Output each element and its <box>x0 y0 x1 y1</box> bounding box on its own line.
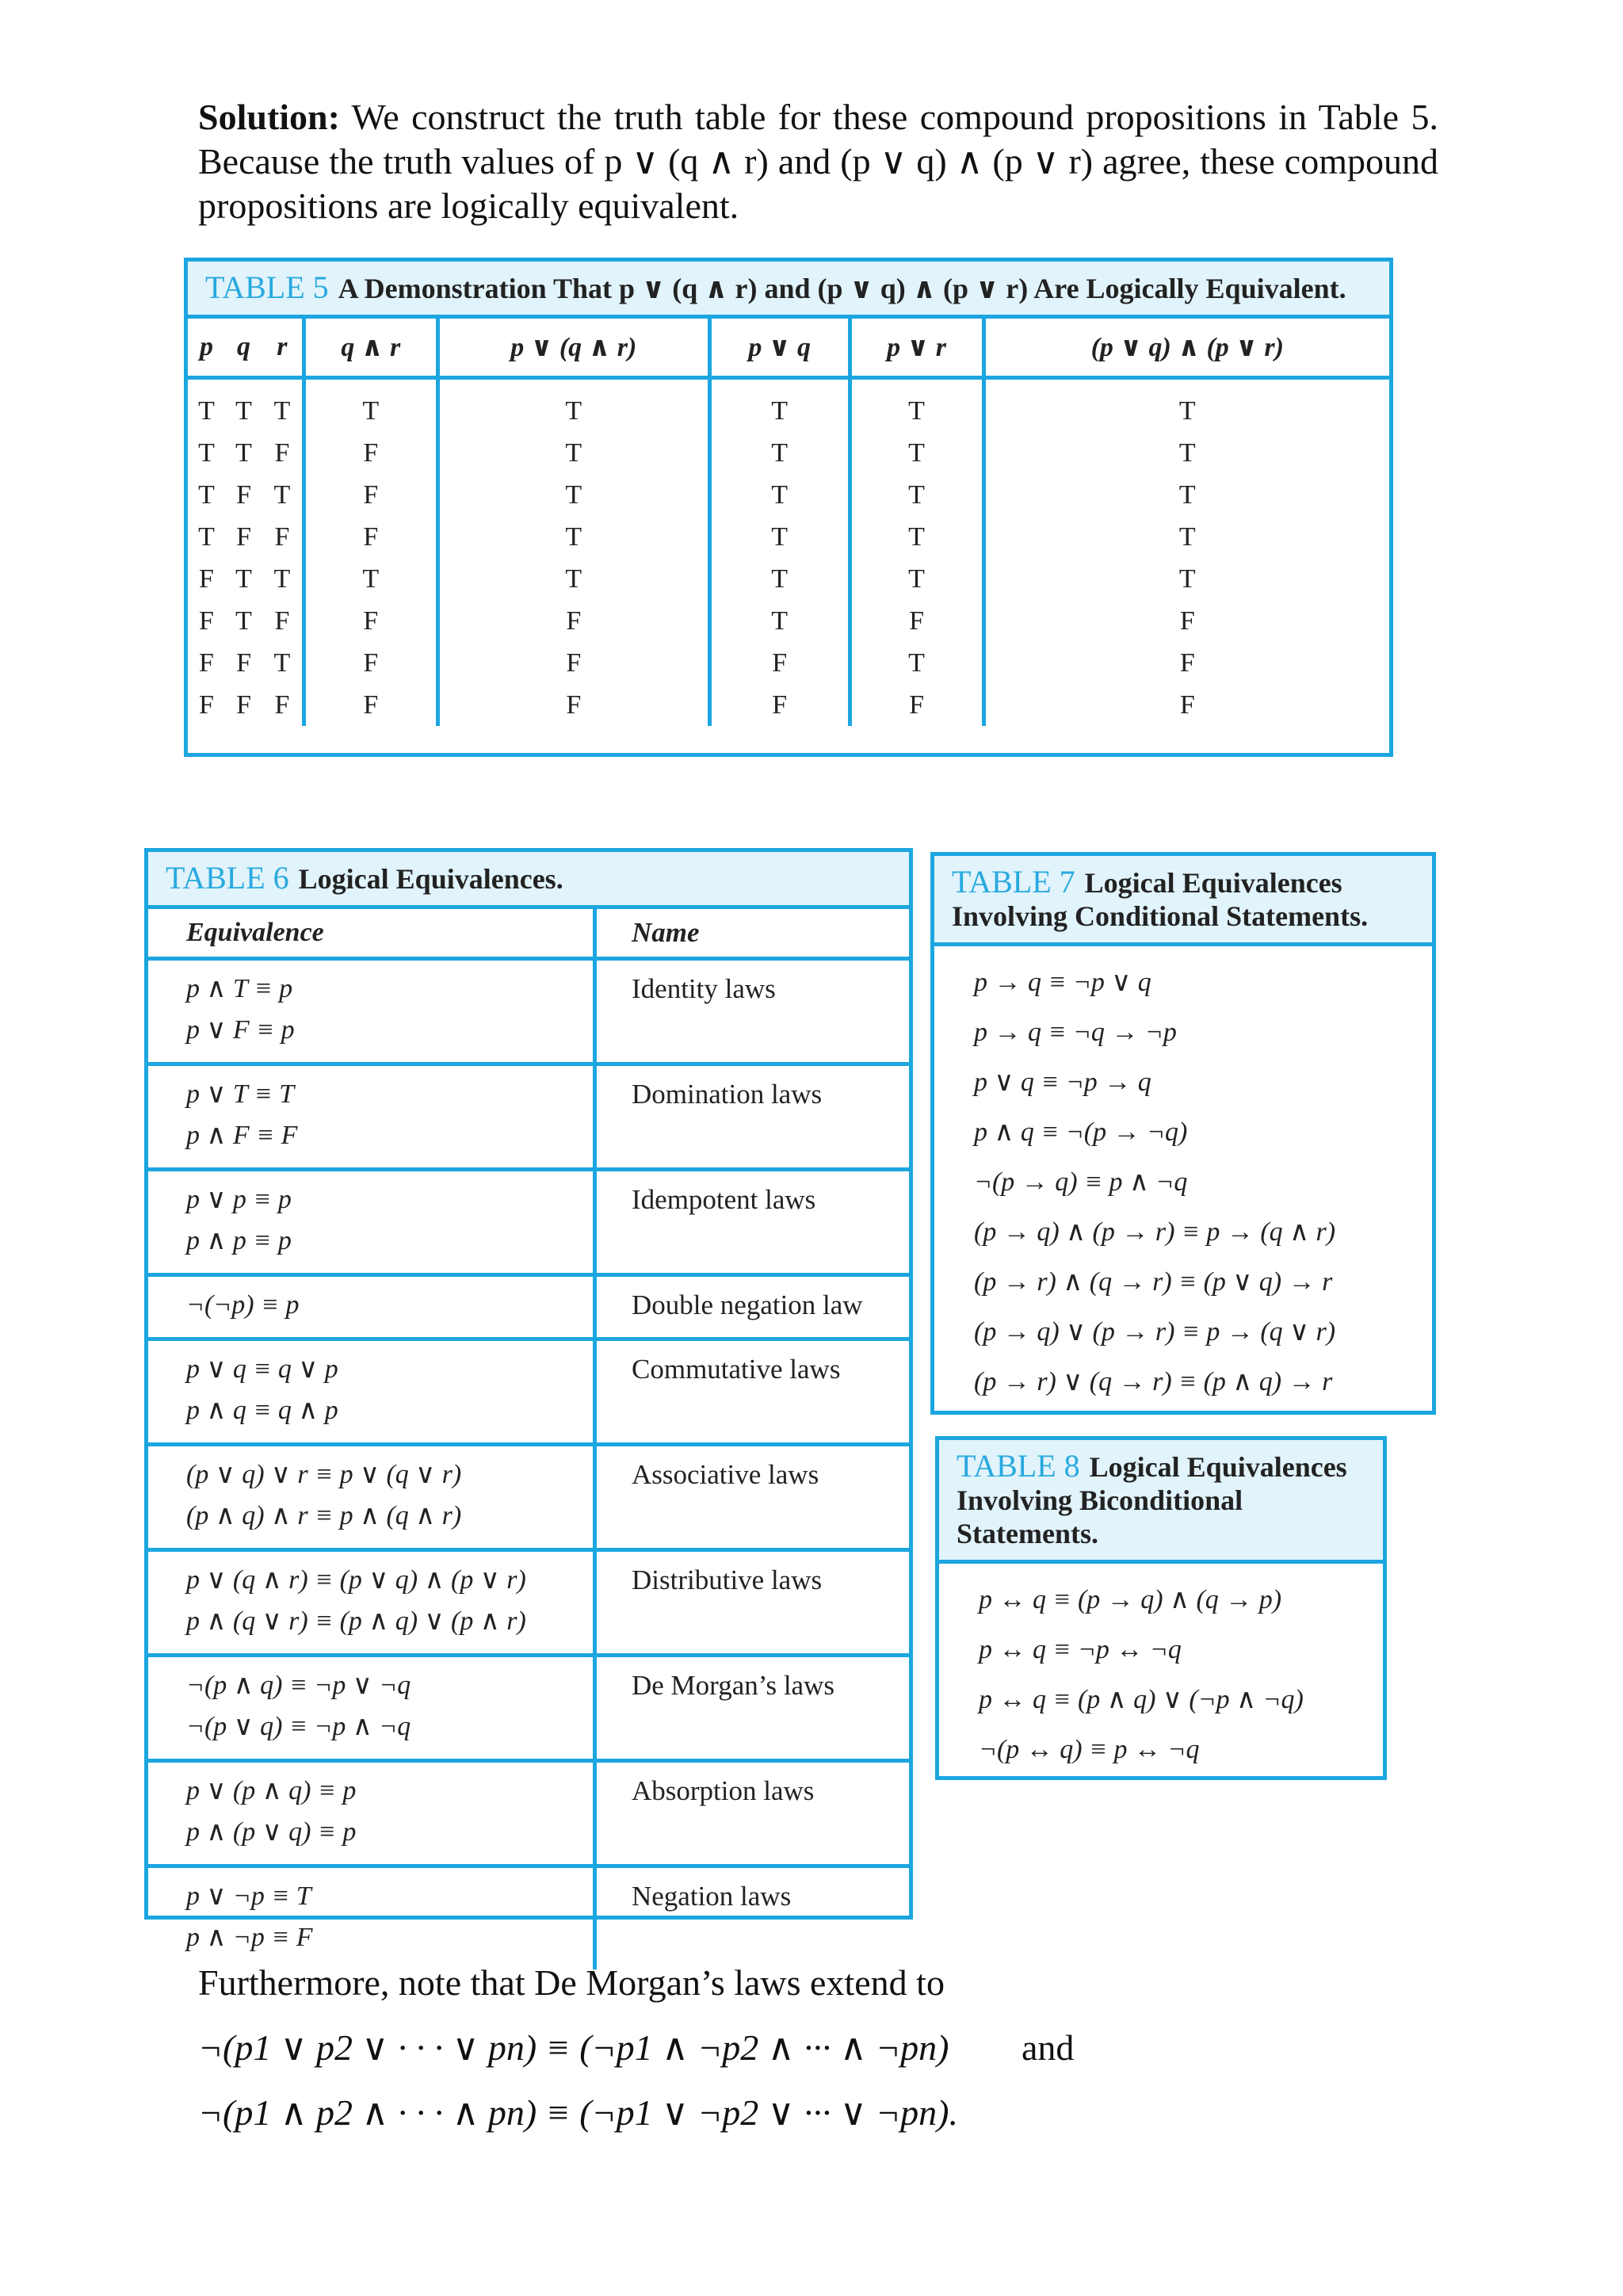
truth-value-cell: T <box>850 432 983 474</box>
truth-value-cell: T <box>709 600 850 642</box>
table-6-header <box>148 905 909 957</box>
table-5-number: TABLE 5 <box>205 269 329 305</box>
truth-value-cell: T <box>850 516 983 558</box>
truth-value-cell: F <box>199 648 214 678</box>
table-row <box>148 1273 909 1337</box>
table-7-number: TABLE 7 <box>952 864 1075 900</box>
table-row <box>148 1548 909 1653</box>
equivalence-formula: p ∨ T ≡ T <box>186 1079 295 1109</box>
table-row <box>148 1442 909 1548</box>
table-6-caption-text: Logical Equivalences. <box>298 863 563 895</box>
truth-value-cell: F <box>262 432 304 474</box>
column-header: q ∧ r <box>304 319 437 378</box>
solution-lead: Solution: <box>198 97 340 137</box>
truth-value-cell: F <box>850 600 983 642</box>
law-name: Idempotent laws <box>632 1184 816 1215</box>
equivalence-cell <box>148 1868 597 1969</box>
table-row <box>148 1759 909 1864</box>
truth-value-cell: F <box>262 600 304 642</box>
truth-value-cell: T <box>304 558 437 600</box>
truth-value-cell: F <box>304 516 437 558</box>
truth-value-cell: T <box>262 378 304 433</box>
law-name: Domination laws <box>632 1079 823 1110</box>
law-name: Identity laws <box>632 973 776 1004</box>
demorgan-intro: Furthermore, note that De Morgan’s laws extend to <box>198 1962 945 2003</box>
table-row <box>188 432 1389 474</box>
table-8 <box>935 1436 1387 1780</box>
table-row <box>188 684 1389 726</box>
equivalence-formula: ¬(p ∧ q) ≡ ¬p ∨ ¬q <box>186 1671 411 1700</box>
truth-value-cell: T <box>198 479 215 510</box>
truth-value-cell: F <box>437 600 709 642</box>
column-header: r <box>262 319 304 378</box>
truth-value-cell: F <box>236 521 251 552</box>
table-row <box>148 957 909 1062</box>
truth-value-cell: T <box>709 432 850 474</box>
truth-value-cell: T <box>198 437 215 468</box>
table-7 <box>930 852 1436 1415</box>
table-row <box>148 1337 909 1442</box>
table-6 <box>144 848 913 1952</box>
truth-value-cell: T <box>1178 437 1196 468</box>
truth-value-cell: T <box>437 516 709 558</box>
equivalence-cell <box>148 1341 597 1442</box>
table-row <box>148 1062 909 1167</box>
table-row <box>188 516 1389 558</box>
truth-value-cell: F <box>709 684 850 726</box>
equivalence-formula: p ∨ (p ∧ q) ≡ p <box>186 1776 357 1805</box>
table-row <box>148 1653 909 1759</box>
truth-value-cell: F <box>437 684 709 726</box>
truth-value-cell: F <box>304 642 437 684</box>
table-5-caption-text: A Demonstration That p ∨ (q ∧ r) and (p ∨ q) ∧ (p ∨ r) Are Logically Equivalent. <box>338 273 1346 304</box>
equivalence-formula: p ↔ q ≡ (p → q) ∧ (q → p) <box>979 1585 1282 1614</box>
truth-value-cell: T <box>437 378 709 433</box>
table-row <box>148 1167 909 1273</box>
demorgan-formula-2: ¬(p1 ∧ p2 ∧ · · · ∧ pn) ≡ (¬p1 ∨ ¬p2 ∨ ··· ∨ ¬pn). <box>198 2092 958 2133</box>
equivalence-formula: (p → q) ∨ (p → r) ≡ p → (q ∨ r) <box>974 1317 1336 1347</box>
truth-value-cell: T <box>1178 479 1196 510</box>
demorgan-formula-1: ¬(p1 ∨ p2 ∨ · · · ∨ pn) ≡ (¬p1 ∧ ¬p2 ∧ ··· ∧ ¬pn) <box>198 2027 949 2068</box>
truth-value-cell: T <box>709 378 850 433</box>
law-name: Absorption laws <box>632 1775 815 1806</box>
equivalence-formula: (p → r) ∨ (q → r) ≡ (p ∧ q) → r <box>974 1367 1333 1396</box>
truth-value-cell: T <box>437 558 709 600</box>
solution-paragraph <box>198 95 1438 228</box>
equivalence-formula: p ∨ (q ∧ r) ≡ (p ∨ q) ∧ (p ∨ r) <box>186 1565 526 1595</box>
truth-value-cell: F <box>199 690 214 720</box>
equivalence-formula: (p → r) ∧ (q → r) ≡ (p ∨ q) → r <box>974 1267 1333 1297</box>
table-5-caption <box>188 262 1389 319</box>
equivalence-formula: p ∨ F ≡ p <box>186 1015 295 1045</box>
column-header: q <box>225 319 262 378</box>
truth-value-cell: F <box>199 606 214 636</box>
truth-value-cell: F <box>262 516 304 558</box>
truth-value-cell: T <box>850 474 983 516</box>
solution-text: We construct the truth table for these compound propositions in Table 5. Because the truth values of p ∨ (q ∧ r) and (p ∨ q) ∧ (p ∨ r) agree, these compound propositions are logically equivalent. <box>198 97 1438 226</box>
table-8-caption <box>939 1440 1383 1564</box>
truth-value-cell: T <box>198 521 215 552</box>
column-header: p ∨ (q ∧ r) <box>437 319 709 378</box>
column-header-equivalence: Equivalence <box>148 909 597 957</box>
law-name: Distributive laws <box>632 1564 823 1595</box>
truth-value-cell: F <box>236 648 251 678</box>
truth-value-cell: F <box>437 642 709 684</box>
equivalence-formula: p ∧ (q ∨ r) ≡ (p ∧ q) ∨ (p ∧ r) <box>186 1606 526 1636</box>
table-5 <box>184 258 1393 757</box>
demorgan-and: and <box>1022 2027 1075 2068</box>
truth-value-cell: F <box>1179 606 1195 636</box>
equivalence-formula: p ∧ T ≡ p <box>186 974 293 1003</box>
table-row <box>188 558 1389 600</box>
truth-value-cell: F <box>709 642 850 684</box>
truth-value-cell: F <box>304 600 437 642</box>
law-name: Double negation law <box>632 1289 863 1320</box>
table-7-list <box>934 946 1432 1415</box>
law-name: De Morgan’s laws <box>632 1670 834 1701</box>
equivalence-formula: ¬(p ↔ q) ≡ p ↔ ¬q <box>979 1735 1200 1764</box>
truth-value-cell: F <box>1179 648 1195 678</box>
equivalence-formula: ¬(p ∨ q) ≡ ¬p ∧ ¬q <box>186 1712 411 1741</box>
equivalence-formula: p ↔ q ≡ ¬p ↔ ¬q <box>979 1635 1182 1664</box>
truth-value-cell: F <box>850 684 983 726</box>
truth-value-cell: F <box>304 474 437 516</box>
equivalence-formula: p → q ≡ ¬q → ¬p <box>974 1018 1177 1047</box>
truth-value-cell: T <box>262 558 304 600</box>
table-6-number: TABLE 6 <box>166 860 289 896</box>
table-8-number: TABLE 8 <box>957 1448 1080 1484</box>
column-header: p ∨ r <box>850 319 983 378</box>
truth-value-cell: T <box>437 432 709 474</box>
demorgan-paragraph <box>198 1959 1438 2137</box>
equivalence-formula: p ∨ p ≡ p <box>186 1185 292 1214</box>
truth-value-cell: F <box>1179 690 1195 720</box>
column-header: p ∨ q <box>709 319 850 378</box>
truth-value-cell: F <box>236 690 251 720</box>
truth-value-cell: T <box>709 516 850 558</box>
truth-value-cell: T <box>709 558 850 600</box>
equivalence-formula: (p ∧ q) ∧ r ≡ p ∧ (q ∧ r) <box>186 1501 462 1530</box>
equivalence-formula: ¬(¬p) ≡ p <box>186 1290 300 1320</box>
equivalence-cell <box>148 1066 597 1167</box>
table-row <box>188 600 1389 642</box>
table-row <box>188 378 1389 433</box>
truth-value-cell: T <box>1178 521 1196 552</box>
law-name: Commutative laws <box>632 1354 841 1385</box>
truth-value-cell: T <box>262 474 304 516</box>
truth-value-cell: T <box>235 606 252 636</box>
truth-value-cell: T <box>235 563 252 594</box>
truth-value-cell: F <box>236 479 251 510</box>
equivalence-cell <box>148 1171 597 1273</box>
equivalence-formula: p → q ≡ ¬p ∨ q <box>974 968 1151 997</box>
equivalence-cell <box>148 961 597 1062</box>
equivalence-cell <box>148 1657 597 1759</box>
truth-value-cell: F <box>262 684 304 726</box>
truth-value-cell: T <box>235 437 252 468</box>
truth-value-cell: F <box>199 563 214 594</box>
truth-value-cell: T <box>850 558 983 600</box>
truth-value-cell: T <box>1178 563 1196 594</box>
truth-value-cell: T <box>850 378 983 433</box>
equivalence-formula: p ↔ q ≡ (p ∧ q) ∨ (¬p ∧ ¬q) <box>979 1685 1304 1714</box>
truth-value-cell: F <box>304 432 437 474</box>
truth-value-cell: T <box>709 474 850 516</box>
equivalence-formula: p ∧ F ≡ F <box>186 1121 298 1150</box>
equivalence-formula: p ∧ (p ∨ q) ≡ p <box>186 1817 357 1847</box>
law-name: Associative laws <box>632 1459 819 1490</box>
table-7-caption-text: Logical Equivalences Involving Conditional Statements. <box>952 867 1369 932</box>
equivalence-formula: (p ∨ q) ∨ r ≡ p ∨ (q ∨ r) <box>186 1460 462 1489</box>
truth-value-cell: T <box>850 642 983 684</box>
truth-value-cell: T <box>1178 395 1196 426</box>
table-row <box>188 642 1389 684</box>
law-name: Negation laws <box>632 1881 792 1912</box>
table-row <box>148 1864 909 1969</box>
equivalence-formula: p ∧ q ≡ ¬(p → ¬q) <box>974 1117 1188 1147</box>
truth-table <box>188 319 1389 726</box>
equivalence-cell <box>148 1552 597 1653</box>
table-8-list <box>939 1564 1383 1782</box>
equivalence-cell <box>148 1446 597 1548</box>
truth-value-cell: T <box>198 395 215 426</box>
table-7-caption <box>934 856 1432 946</box>
truth-value-cell: T <box>262 642 304 684</box>
equivalence-cell <box>148 1763 597 1864</box>
column-header-name: Name <box>632 917 700 948</box>
equivalence-formula: p ∨ q ≡ ¬p → q <box>974 1068 1151 1097</box>
column-header: (p ∨ q) ∧ (p ∨ r) <box>983 319 1389 378</box>
equivalence-formula: p ∨ q ≡ q ∨ p <box>186 1354 338 1384</box>
equivalence-formula: p ∧ p ≡ p <box>186 1226 292 1255</box>
equivalence-formula: p ∧ q ≡ q ∧ p <box>186 1396 338 1425</box>
column-header: p <box>188 319 225 378</box>
table-row <box>188 474 1389 516</box>
truth-value-cell: T <box>304 378 437 433</box>
truth-value-cell: T <box>235 395 252 426</box>
table-8-caption-text: Logical Equivalences Involving Biconditional Statements. <box>957 1451 1347 1549</box>
truth-value-cell: T <box>437 474 709 516</box>
table-6-caption <box>148 852 909 905</box>
equivalence-formula: (p → q) ∧ (p → r) ≡ p → (q ∧ r) <box>974 1217 1336 1247</box>
truth-value-cell: F <box>304 684 437 726</box>
equivalence-formula: p ∧ ¬p ≡ F <box>186 1923 313 1952</box>
equivalence-cell <box>148 1277 597 1337</box>
equivalence-formula: ¬(p → q) ≡ p ∧ ¬q <box>974 1167 1188 1197</box>
equivalence-formula: p ∨ ¬p ≡ T <box>186 1881 311 1911</box>
